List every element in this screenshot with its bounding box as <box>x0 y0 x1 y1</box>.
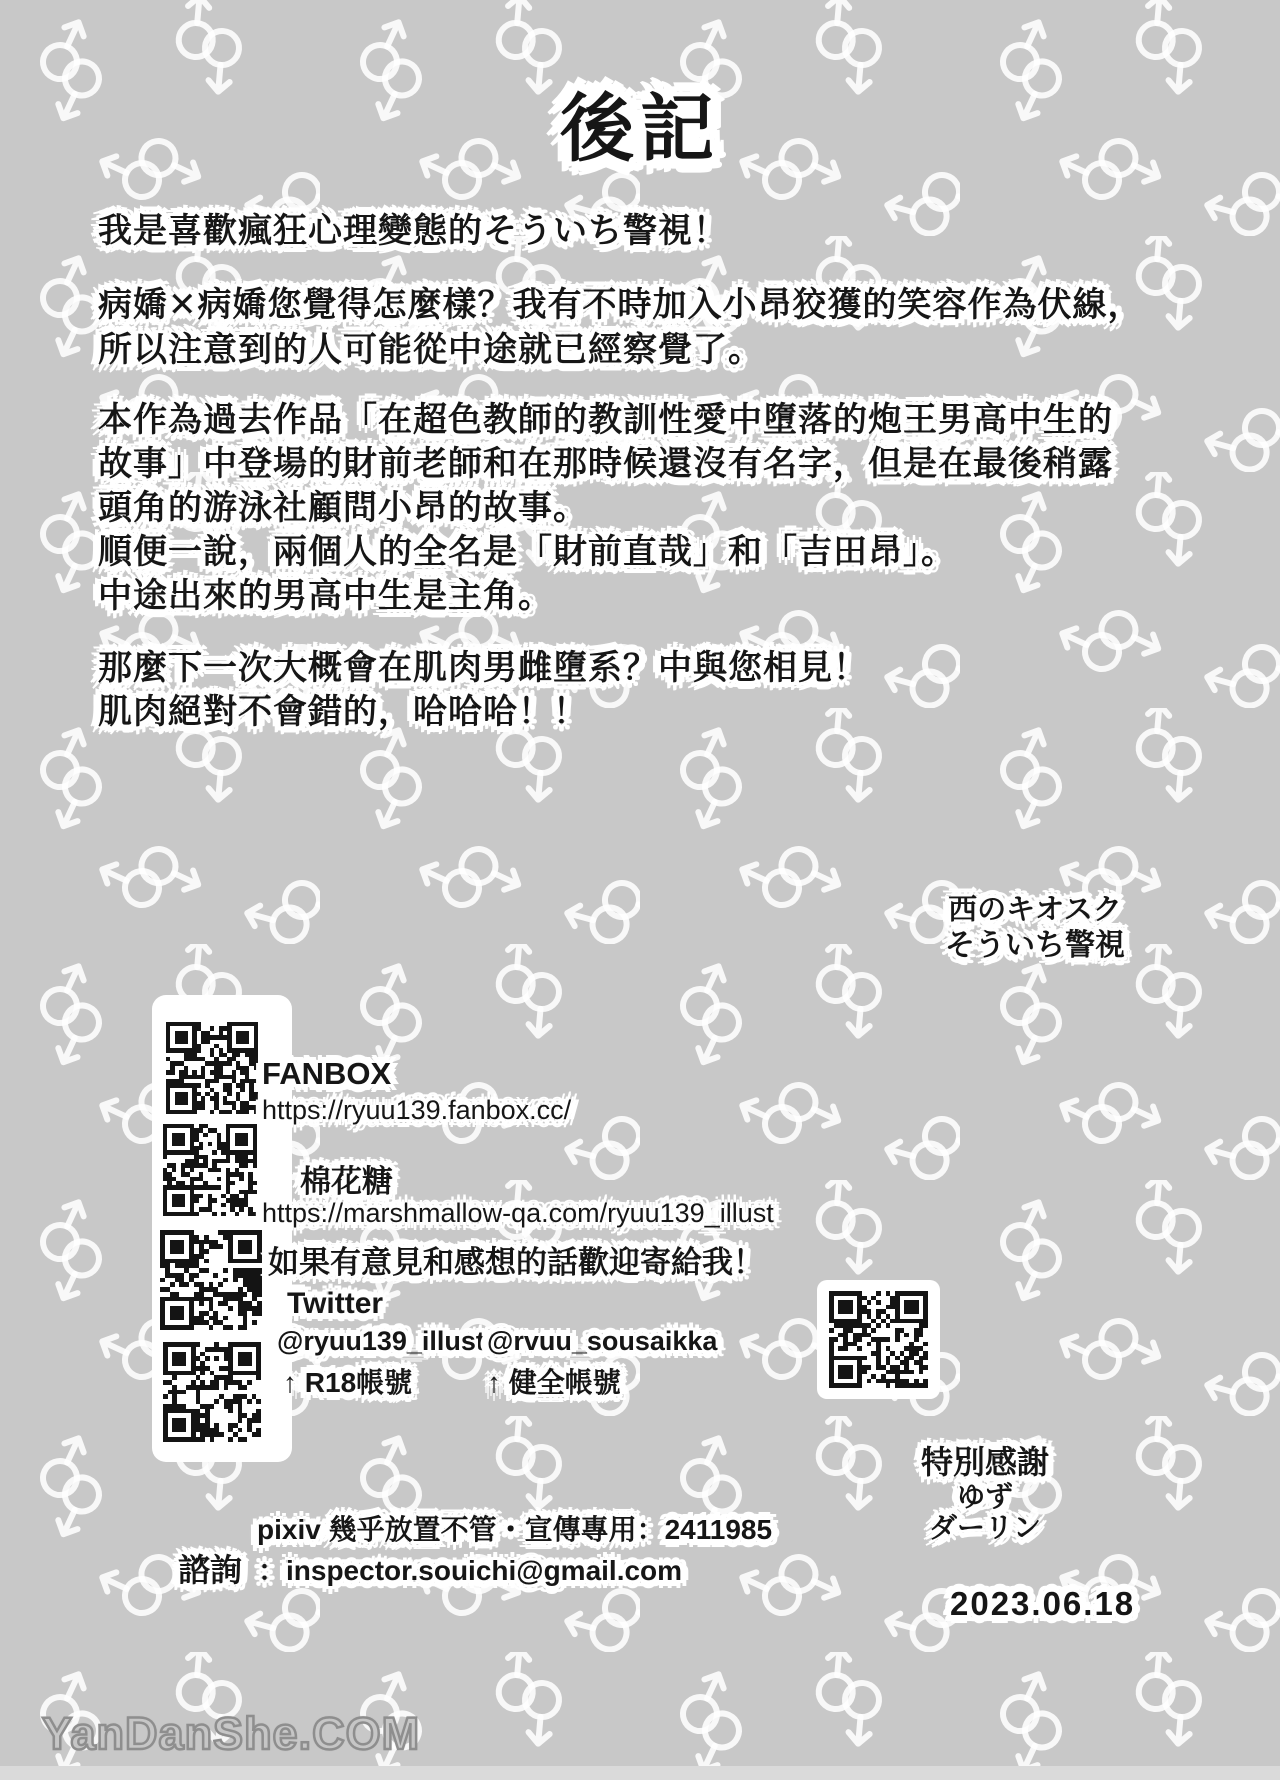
paragraph-line: 順便一說，兩個人的全名是「財前直哉」和「吉田昂」。 <box>98 533 956 571</box>
twitter-label: Twitter <box>287 1287 384 1320</box>
twitter-sfw-handle: @rvuu_sousaikka <box>487 1326 718 1356</box>
paragraph-next-work <box>98 646 868 734</box>
page-title: 後記 <box>560 87 720 170</box>
special-thanks-name: ゆず <box>956 1481 1013 1512</box>
twitter-r18-handle: @ryuu139_illust <box>277 1326 485 1356</box>
paragraph-line: 頭角的游泳社顧問小昂的故事。 <box>98 489 588 527</box>
paragraph-line: 所以注意到的人可能從中途就已經察覺了。 <box>98 331 763 369</box>
pixiv-qr-code <box>163 1342 261 1442</box>
paragraph-line: 那麼下一次大概會在肌肉男雌墮系？中與您相見！ <box>98 649 868 687</box>
site-watermark: YanDanShe.COM <box>42 1708 421 1759</box>
twitter-sfw-note: ↑ 健全帳號 <box>487 1367 621 1398</box>
fanbox-url: https://ryuu139.fanbox.cc/ <box>262 1095 572 1125</box>
marshmallow-qr-code <box>163 1124 257 1216</box>
marshmallow-label: 棉花糖 <box>300 1164 393 1199</box>
paragraph-line: 肌肉絕對不會錯的，哈哈哈！！ <box>98 693 588 731</box>
special-thanks <box>880 1443 1090 1543</box>
fanbox-label: FANBOX <box>262 1056 392 1091</box>
twitter-sfw-qr-code <box>829 1291 928 1388</box>
pixiv-info: pixiv 幾乎放置不管・宣傳專用：2411985 <box>257 1514 773 1545</box>
special-thanks-name: ダーリン <box>928 1512 1041 1543</box>
paragraph-backstory <box>98 398 1113 618</box>
paragraph-line: 中途出來的男高中生是主角。 <box>98 577 553 615</box>
paragraph-intro <box>98 203 728 252</box>
fanbox-qr-code <box>166 1022 258 1114</box>
author-name: そういち警視 <box>945 929 1125 962</box>
special-thanks-title: 特別感謝 <box>920 1444 1049 1480</box>
marshmallow-url: https://marshmallow-qa.com/ryuu139_illust <box>262 1198 774 1228</box>
circle-name: 西のキオスク <box>948 894 1122 926</box>
author-signature <box>920 893 1150 963</box>
paragraph-line: 我是喜歡瘋狂心理變態的そういち警視！ <box>98 212 728 250</box>
paragraph-yandere <box>98 283 1143 373</box>
marshmallow-note: 如果有意見和感想的話歡迎寄給我！ <box>268 1245 764 1280</box>
publication-date: 2023.06.18 <box>950 1585 1136 1622</box>
paragraph-line: 本作為過去作品「在超色教師的教訓性愛中墮落的炮王男高中生的 <box>98 401 1113 439</box>
twitter-r18-qr-code <box>160 1230 262 1330</box>
paragraph-line: 故事」中登場的財前老師和在那時候還沒有名字，但是在最後稍露 <box>98 445 1113 483</box>
twitter-r18-note: ↑ R18帳號 <box>283 1367 413 1398</box>
contact-email: ：inspector.souichi@gmail.com <box>258 1555 683 1586</box>
contact-label: 諮詢 <box>178 1552 243 1588</box>
page-bottom-edge <box>0 1766 1280 1780</box>
paragraph-line: 病嬌✕病嬌您覺得怎麼樣？我有不時加入小昂狡獲的笑容作為伏線， <box>98 286 1143 324</box>
